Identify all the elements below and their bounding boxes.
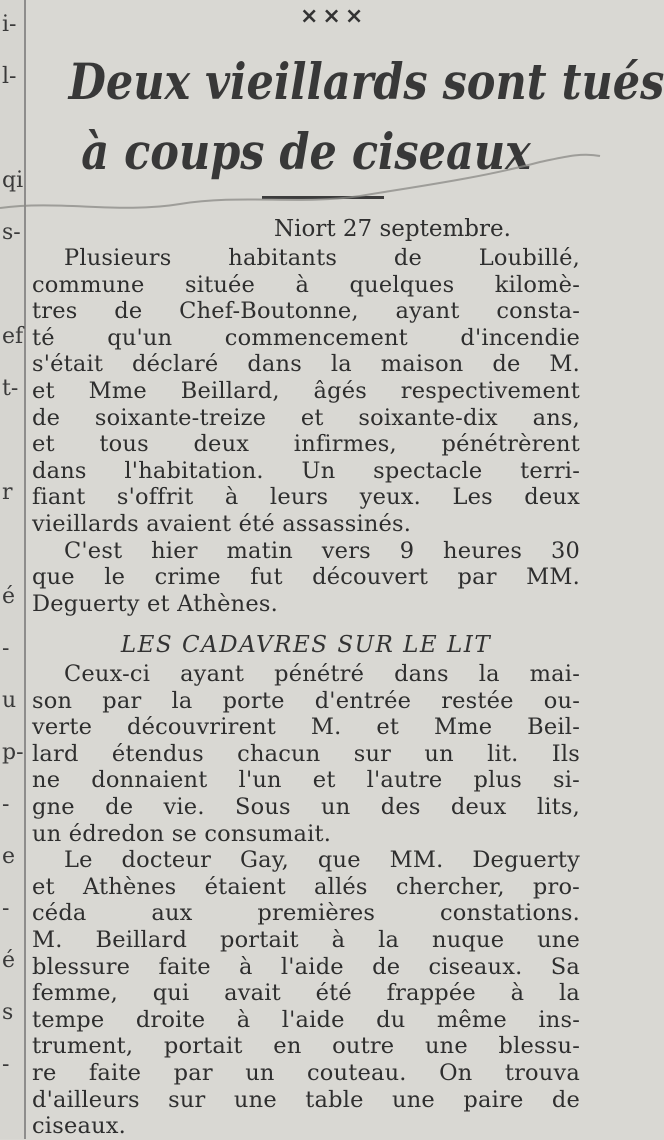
fragment-text: e [2, 844, 16, 869]
article-line: son par la porte d'entrée restée ou- [32, 687, 580, 714]
fragment-text: i- [2, 12, 17, 37]
article-line: et Athènes étaient allés chercher, pro- [32, 873, 580, 900]
article-line: fiant s'offrit à leurs yeux. Les deux [32, 484, 580, 511]
article-line: Ceux-ci ayant pénétré dans la mai- [64, 661, 580, 687]
article-line: trument, portait en outre une blessu- [32, 1033, 580, 1060]
fragment-text: s [2, 1000, 14, 1025]
fragment-text: - [2, 792, 10, 817]
headline-line-1: Deux vieillards sont tués [68, 52, 664, 111]
article-line: céda aux premières constations. [32, 900, 580, 927]
fragment-text: qi [2, 168, 24, 193]
article-line: tres de Chef-Boutonne, ayant consta- [32, 298, 580, 325]
article-line: M. Beillard portait à la nuque une [32, 927, 580, 953]
article-line: et tous deux infirmes, pénétrèrent [32, 431, 580, 458]
fragment-text: é [2, 584, 16, 609]
article-line: verte découvrirent M. et Mme Beil- [32, 714, 580, 741]
article-line: commune située à quelques kilomè- [32, 271, 580, 298]
article-line: blessure faite à l'aide de ciseaux. Sa [32, 953, 580, 980]
article-line: C'est hier matin vers 9 heures 30 [64, 537, 580, 564]
article-line: vieillards avaient été assassinés. [32, 511, 412, 537]
subheading: LES CADAVRES SUR LE LIT [120, 632, 492, 658]
article-line: ne donnaient l'un et l'autre plus si- [32, 767, 580, 794]
article-line: femme, qui avait été frappée à la [32, 980, 580, 1007]
article-line: dans l'habitation. Un spectacle terri- [32, 457, 580, 484]
fragment-text: - [2, 896, 10, 921]
article-line: re faite par un couteau. On trouva [32, 1060, 580, 1086]
fragment-text: l- [2, 64, 17, 89]
ornament: ××× [300, 4, 368, 29]
headline-rule [262, 196, 384, 199]
headline-line-2: à coups de ciseaux [81, 122, 531, 181]
article-line: que le crime fut découvert par MM. [32, 564, 580, 591]
article-line: de soixante-treize et soixante-dix ans, [32, 404, 580, 431]
article-line: ciseaux. [32, 1113, 127, 1140]
article-line: un édredon se consumait. [32, 820, 332, 847]
fragment-text: ef [2, 324, 24, 349]
article-line: lard étendus chacun sur un lit. Ils [32, 740, 580, 767]
article-line: Plusieurs habitants de Loubillé, [64, 245, 580, 271]
fragment-text: t- [2, 376, 19, 401]
fragment-text: r [2, 480, 13, 505]
column-rule [24, 0, 26, 1139]
article-line: s'était déclaré dans la maison de M. [32, 351, 580, 378]
fragment-text: - [2, 1052, 10, 1077]
fragment-text: p- [2, 740, 24, 765]
article-line: Le docteur Gay, que MM. Deguerty [64, 847, 580, 874]
article-line: tempe droite à l'aide du même ins- [32, 1006, 580, 1033]
article-line: té qu'un commencement d'incendie [32, 324, 580, 351]
article-line: Deguerty et Athènes. [32, 590, 278, 617]
article-line: et Mme Beillard, âgés respectivement [32, 378, 580, 404]
article-line: d'ailleurs sur une table une paire de [32, 1086, 580, 1113]
fragment-text: s- [2, 220, 21, 245]
fragment-text: u [2, 688, 17, 713]
article-line: gne de vie. Sous un des deux lits, [32, 794, 580, 820]
fragment-text: - [2, 636, 10, 661]
fragment-text: é [2, 948, 16, 973]
dateline: Niort 27 septembre. [274, 216, 511, 242]
